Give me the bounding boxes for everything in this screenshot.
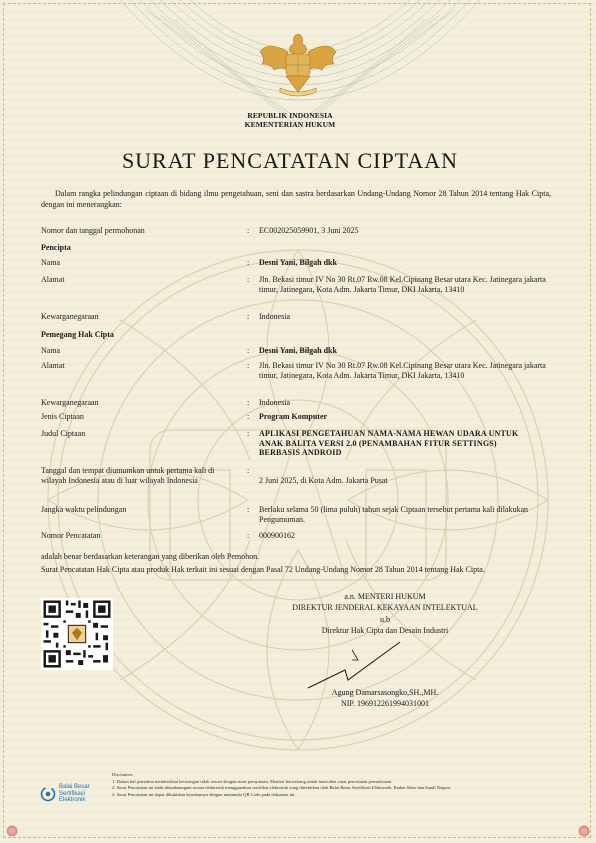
signature-on-behalf: a.n. MENTERI HUKUM [344, 592, 426, 601]
colon: : [247, 226, 250, 235]
colon: : [247, 312, 250, 321]
creator-section-heading: Pencipta [41, 243, 71, 252]
application-label: Nomor dan tanggal permohonan [41, 226, 145, 235]
colon: : [247, 412, 250, 421]
colon: : [247, 398, 250, 407]
document-title: SURAT PENCATATAN CIPTAAN [121, 148, 459, 173]
closing-line-1: adalah benar berdasarkan keterangan yang diberikan oleh Pemohon. [41, 552, 260, 561]
work-title: APLIKASI PENGETAHUAN NAMA-NAMA HEWAN UDARA UNTUK ANAK BALITA VERSI 2.0 (PENAMBAHAN FITUR SETTINGS) BERBASIS ANDROID [259, 429, 519, 457]
holder-name: Desni Yani, Bilgah dkk [259, 346, 337, 355]
work-record: 000900162 [259, 531, 295, 540]
corner-ornament-bl [4, 823, 20, 839]
creator-nationality: Indonesia [259, 312, 291, 321]
bsre-logo-icon [40, 786, 56, 802]
work-protection-label: Jangka waktu pelindungan [41, 505, 127, 514]
header-ministry: KEMENTERIAN HUKUM [244, 120, 336, 129]
colon: : [247, 258, 250, 267]
creator-address: Jln. Bekasi timur IV No 30 Rt.07 Rw.08 Kel.Cipinang Besar utara Kec. Jatinegara jakarta timur, Jatinegara, Kota Adm. Jakarta Timur, DKI Jakarta, 13410 [259, 275, 546, 294]
bsre-line-1: Balai Besar [59, 784, 90, 790]
work-publish: 2 Juni 2025, di Kota Adm. Jakarta Pusat [259, 476, 388, 485]
application-value: EC002025059901, 3 Juni 2025 [259, 226, 359, 235]
colon: : [247, 429, 250, 438]
signature-ub: u.b [380, 615, 390, 624]
holder-name-label: Nama [41, 346, 61, 355]
bsre-logo-text [59, 784, 90, 804]
creator-address-label: Alamat [41, 275, 65, 284]
colon: : [247, 531, 250, 540]
signer-nip: NIP. 196912261994031001 [340, 699, 429, 708]
creator-name-label: Nama [41, 258, 61, 267]
work-protection: Berlaku selama 50 (lima puluh) tahun sejak Ciptaan tersebut pertama kali dilakukan Pengumuman. [259, 505, 529, 524]
work-title-label: Judul Ciptaan [41, 429, 86, 438]
disclaimer-title: Disclaimer: [112, 772, 134, 777]
holder-address: Jln. Bekasi timur IV No 30 Rt.07 Rw.08 Kel.Cipinang Besar utara Kec. Jatinegara jakarta timur, Jatinegara, Kota Adm. Jakarta Timur, DKI Jakarta, 13410 [259, 361, 546, 380]
holder-address-label: Alamat [41, 361, 65, 370]
corner-ornament-br [576, 823, 592, 839]
colon: : [247, 275, 250, 284]
colon: : [247, 466, 250, 475]
bsre-line-2: Sertifikasi [59, 790, 86, 797]
closing-line-2: Surat Pencatatan Hak Cipta atau produk Hak terkait ini sesuai dengan Pasal 72 Undang-Undang Nomor 28 Tahun 2014 tentang Hak Cipta. [41, 565, 485, 574]
bsre-line-3: Elektronik [59, 797, 86, 803]
holder-nationality: Indonesia [259, 398, 291, 407]
intro-paragraph: Dalam rangka pelindungan ciptaan di bidang ilmu pengetahuan, seni dan sastra berdasarkan Undang-Undang Nomor 28 Tahun 2014 tentang Hak Cipta, dengan ini menerangkan: [41, 189, 551, 209]
work-type: Program Komputer [259, 412, 328, 421]
creator-nationality-label: Kewarganegaraan [41, 312, 99, 321]
disclaimer-footnotes [112, 772, 562, 798]
signature-director: Direktur Hak Cipta dan Desain Industri [321, 626, 449, 635]
work-record-label: Nomor Pencatatan [41, 531, 101, 540]
creator-name: Desni Yani, Bilgah dkk [259, 258, 337, 267]
disclaimer-note-3: 3. Surat Pencatatan ini dapat dibuktikan keasliannya dengan memindai QR Code pada dokumen ini. [112, 791, 296, 797]
disclaimer-note-2: 2. Surat Pencatatan ini telah ditandatangani secara elektronik menggunakan sertifikat elektronik yang diterbitkan oleh Balai Besar Sertifikasi Elektronik, Badan Siber dan Sandi Negara. [112, 785, 452, 790]
disclaimer-note-1: 1. Dalam hal pemohon memberikan keterangan tidak sesuai dengan surat pernyataan, Menteri berwenang untuk mencabut surat pencatatan permohonan. [112, 778, 393, 784]
garuda-emblem [258, 30, 338, 100]
signature-director-general: DIREKTUR JENDERAL KEKAYAAN INTELEKTUAL [292, 603, 478, 612]
verification-qr-code[interactable] [41, 598, 113, 670]
holder-section-heading: Pemegang Hak Cipta [41, 330, 114, 339]
colon: : [247, 361, 250, 370]
header-country: REPUBLIK INDONESIA [247, 111, 333, 120]
colon: : [247, 505, 250, 514]
work-type-label: Jenis Ciptaan [41, 412, 84, 421]
colon: : [247, 346, 250, 355]
holder-nationality-label: Kewarganegaraan [41, 398, 99, 407]
signer-name: Agung Damarsasongko,SH.,MH. [331, 688, 439, 697]
work-publish-label: Tanggal dan tempat diumumkan untuk pertama kali di wilayah Indonesia atau di luar wilayah Indonesia [41, 466, 215, 485]
